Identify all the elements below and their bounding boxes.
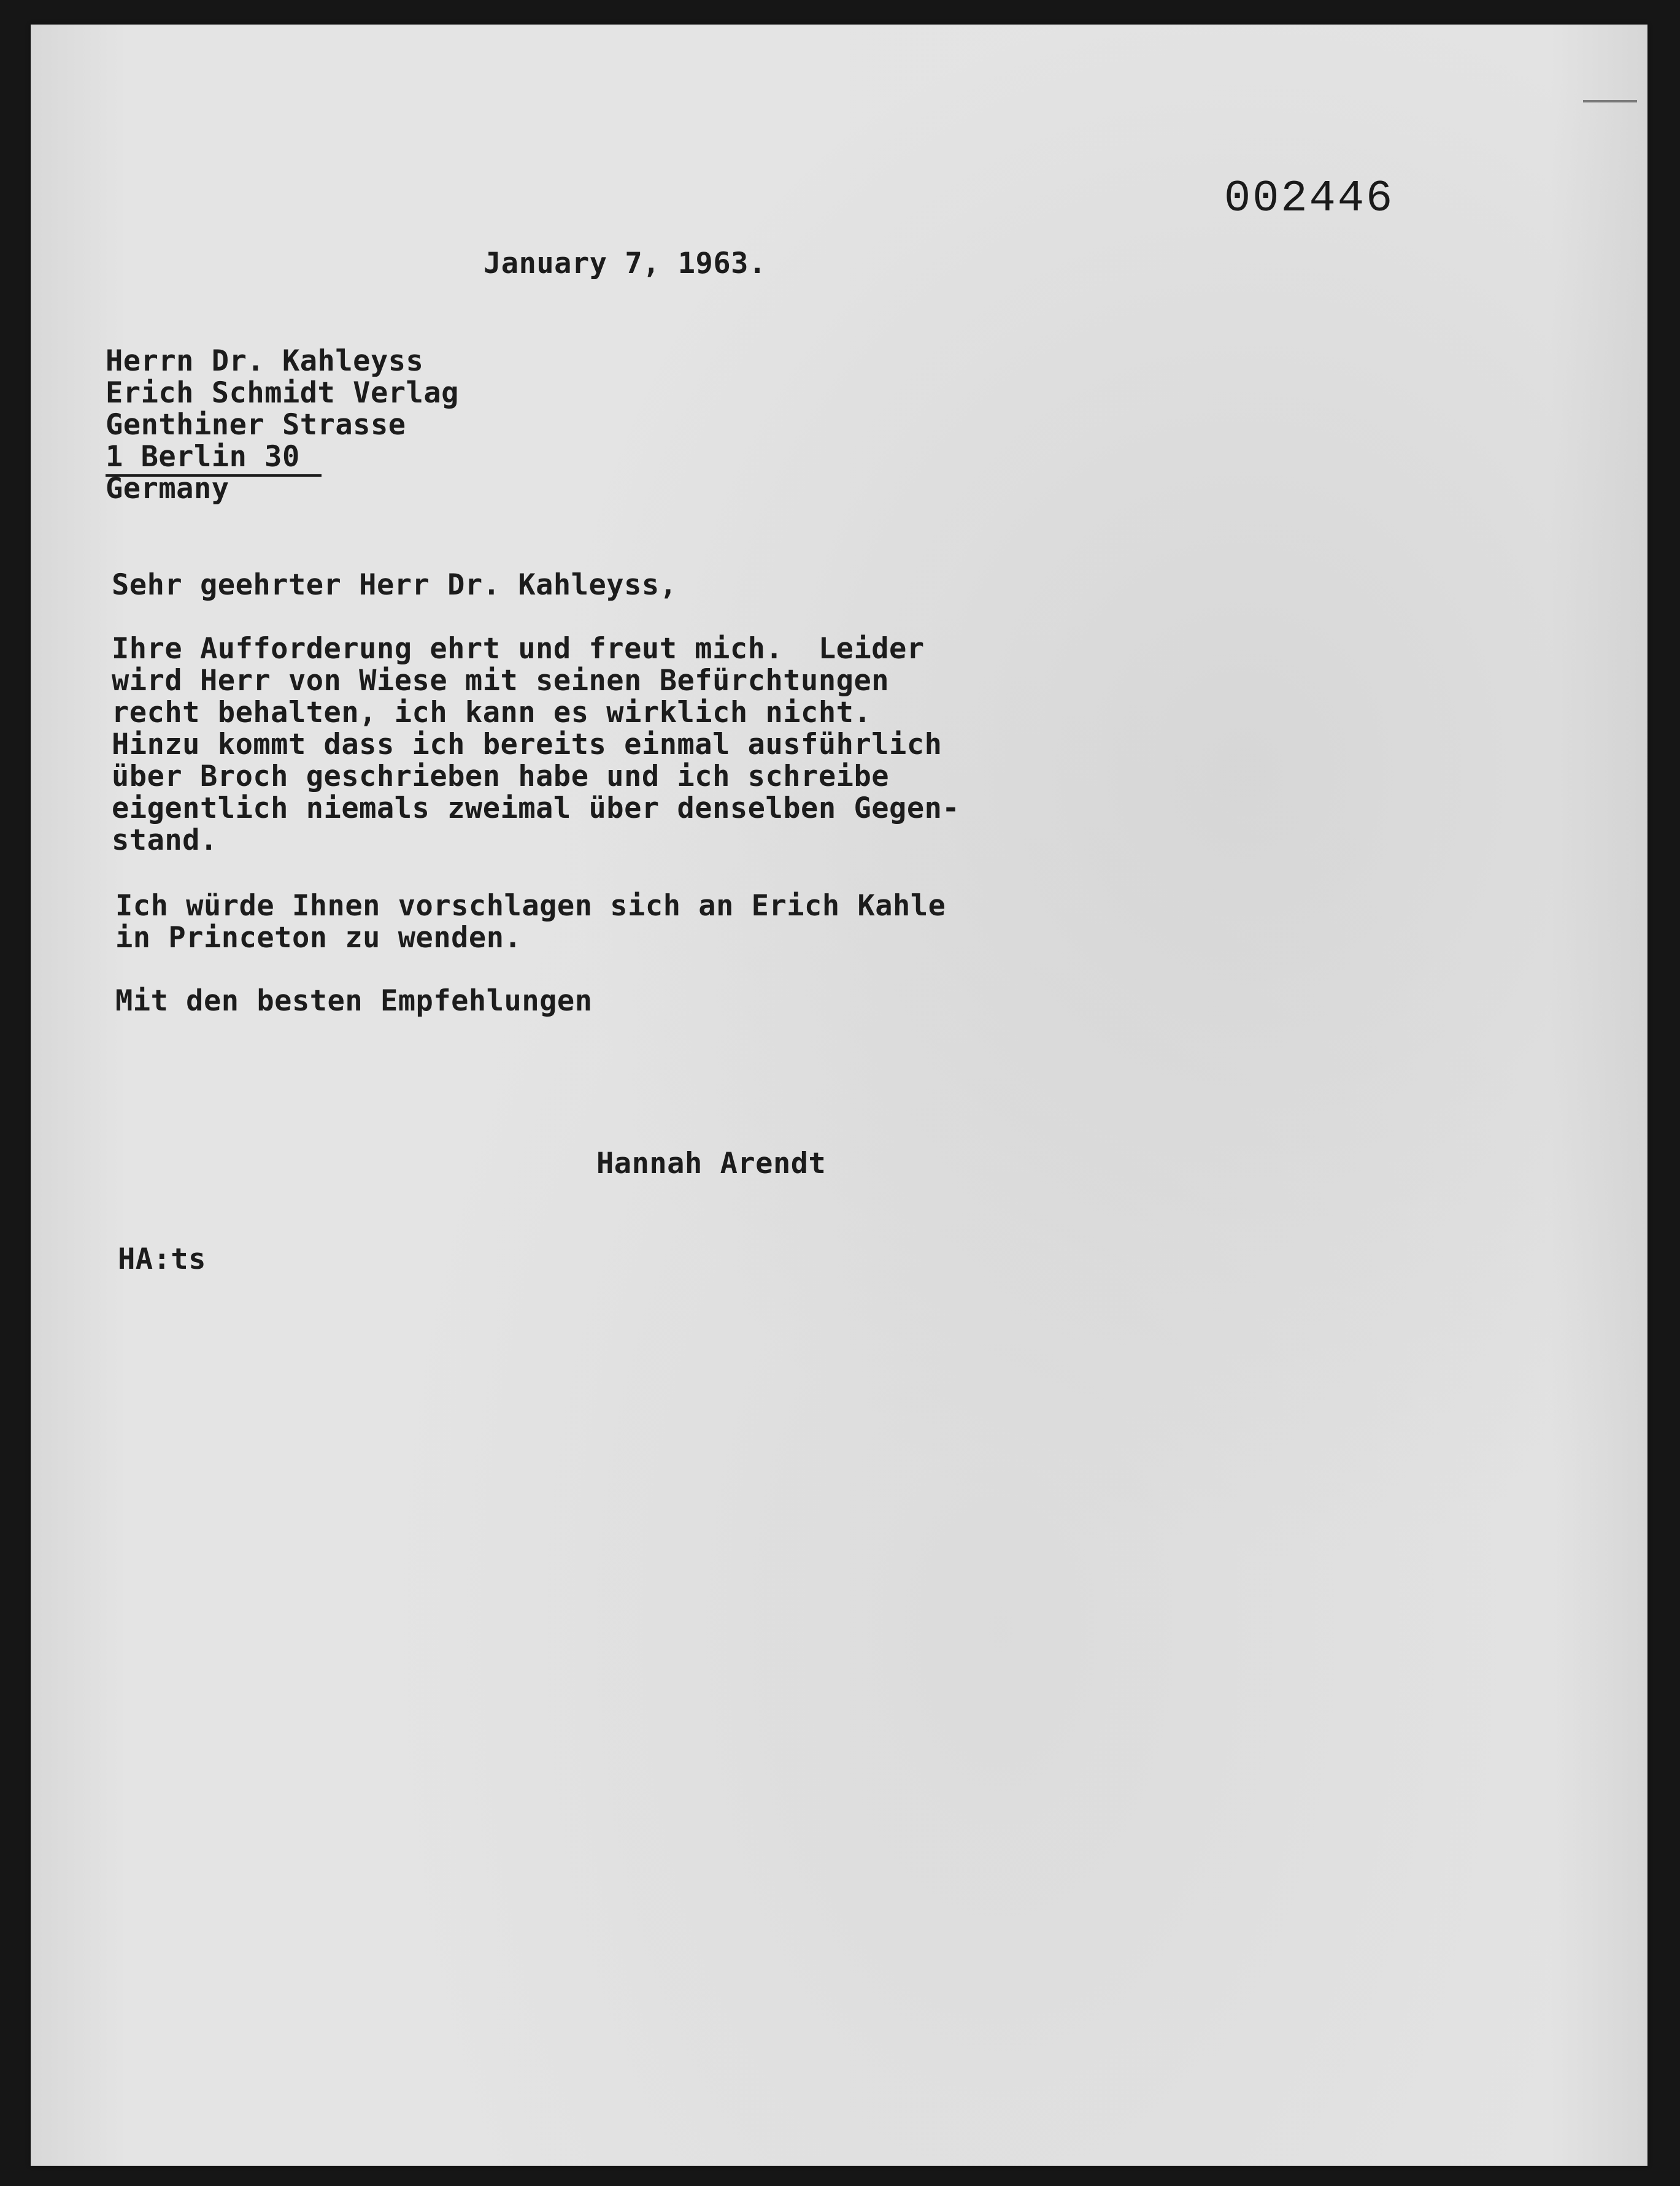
document-number: 002446 (1224, 174, 1395, 224)
paragraph-line: über Broch geschrieben habe und ich schreibe (112, 760, 890, 793)
recipient-line: Genthiner Strasse (106, 408, 406, 442)
recipient-line: Germany (106, 472, 229, 506)
paragraph-line: Hinzu kommt dass ich bereits einmal ausführlich (112, 728, 942, 761)
closing: Mit den besten Empfehlungen (115, 984, 593, 1018)
paragraph-line: Ich würde Ihnen vorschlagen sich an Erich Kahle (115, 889, 946, 923)
paragraph-line: recht behalten, ich kann es wirklich nicht. (112, 696, 872, 729)
paragraph-line: stand. (112, 823, 218, 857)
salutation: Sehr geehrter Herr Dr. Kahleyss, (112, 568, 677, 602)
paragraph-line: Ihre Aufforderung ehrt und freut mich. Leider (112, 632, 925, 666)
paragraph-line: in Princeton zu wenden. (115, 921, 522, 955)
paragraph-line: wird Herr von Wiese mit seinen Befürchtungen (112, 664, 890, 698)
recipient-line: Erich Schmidt Verlag (106, 376, 459, 410)
paragraph-line: eigentlich niemals zweimal über denselben Gegen- (112, 791, 960, 825)
corner-mark (1583, 100, 1637, 102)
letter-date: January 7, 1963. (484, 247, 766, 280)
recipient-line: 1 Berlin 30 (106, 440, 300, 474)
signature-name: Hannah Arendt (596, 1147, 827, 1180)
typist-initials: HA:ts (118, 1242, 206, 1276)
recipient-line: Herrn Dr. Kahleyss (106, 344, 424, 378)
